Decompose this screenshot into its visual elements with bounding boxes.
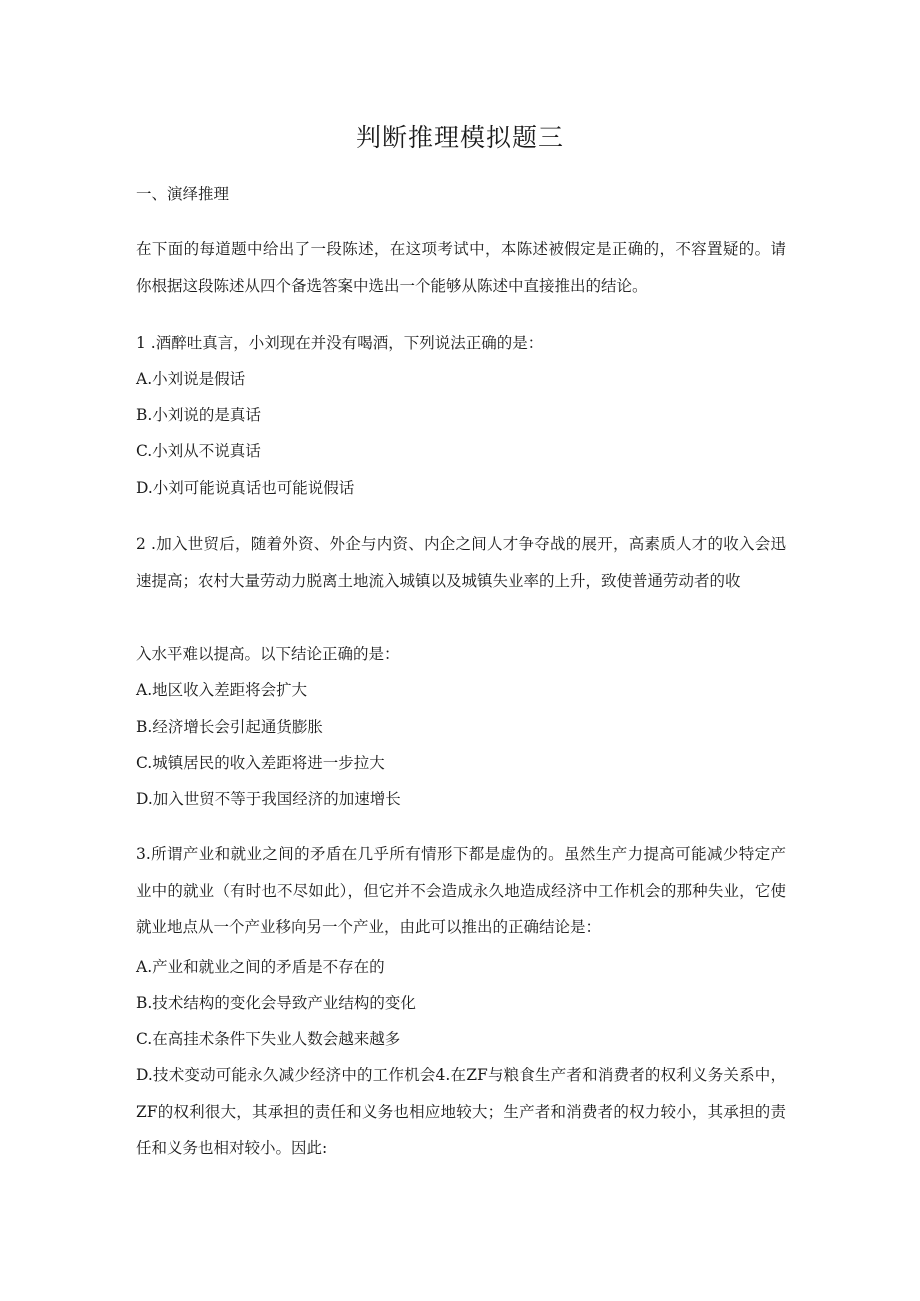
question-2-option-d: D.加入世贸不等于我国经济的加速增长 [136, 790, 401, 808]
instructions-paragraph: 在下面的每道题中给出了一段陈述，在这项考试中，本陈述被假定是正确的，不容置疑的。请你根据这段陈述从四个备选答案中选出一个能够从陈述中直接推出的结论。 [136, 240, 786, 295]
question-2-option-a: A.地区收入差距将会扩大 [136, 681, 308, 699]
question-3-stem: 3.所谓产业和就业之间的矛盾在几乎所有情形下都是虚伪的。虽然生产力提高可能减少特定产业中的就业（有时也不尽如此），但它并不会造成永久地造成经济中工作机会的那种失业，它使就业地点从一个产业移向另一个产业，由此可以推出的正确结论是： [136, 845, 786, 936]
question-3-option-c: C.在高挂术条件下失业人数会越来越多 [136, 1030, 401, 1048]
question-2-option-c: C.城镇居民的收入差距将进一步拉大 [136, 754, 385, 772]
question-1-option-c: C.小刘从不说真话 [136, 442, 261, 460]
question-1-option-a: A.小刘说是假话 [136, 370, 246, 388]
question-3-option-d-with-question-4: D.技术变动可能永久减少经济中的工作机会4.在ZF与粮食生产者和消费者的权利义务关系中，ZF的权利很大，其承担的责任和义务也相应地较大；生产者和消费者的权力较小，其承担的责任和义务也相对较小。因此: [136, 1066, 786, 1157]
question-1-option-d: D.小刘可能说真话也可能说假话 [136, 479, 355, 497]
document-title: 判断推理模拟题三 [355, 123, 564, 152]
question-2-stem-continued: 入水平难以提高。以下结论正确的是： [136, 645, 400, 663]
question-2-stem: 2 .加入世贸后，随着外资、外企与内资、内企之间人才争夺战的展开，高素质人才的收入会迅速提高；农村大量劳动力脱离土地流入城镇以及城镇失业率的上升，致使普通劳动者的收 [136, 535, 786, 590]
question-1-stem: 1 .酒醉吐真言，小刘现在并没有喝酒，下列说法正确的是： [136, 334, 544, 352]
question-3-option-a: A.产业和就业之间的矛盾是不存在的 [136, 958, 385, 976]
question-1-option-b: B.小刘说的是真话 [136, 406, 261, 424]
question-3-option-b: B.技术结构的变化会导致产业结构的变化 [136, 994, 416, 1012]
question-2-option-b: B.经济增长会引起通货膨胀 [136, 718, 323, 736]
section-heading: 一、演绎推理 [136, 185, 230, 203]
